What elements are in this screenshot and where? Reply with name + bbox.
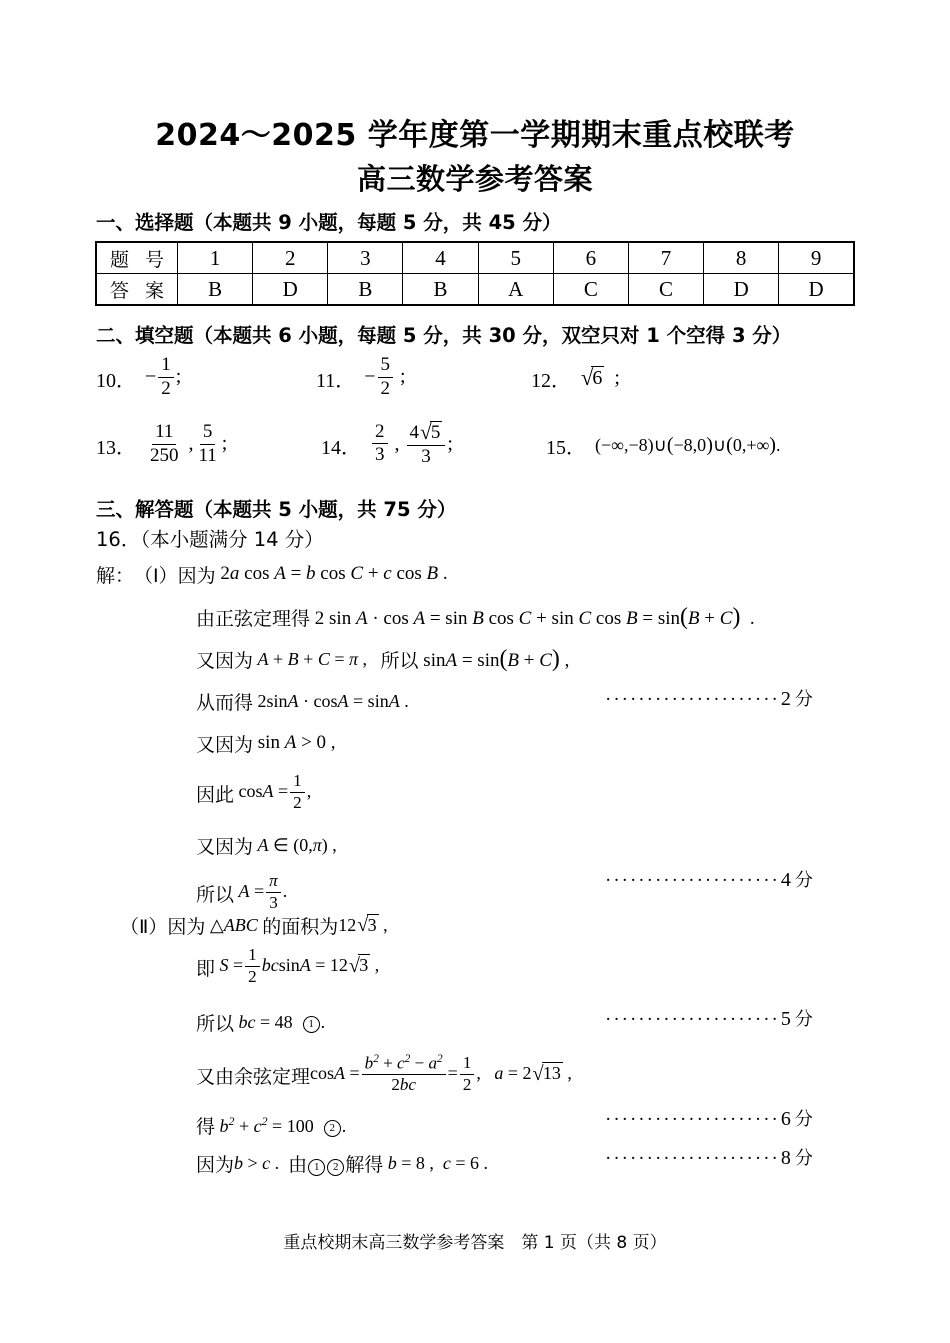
score-value-5: 5 分 (780, 1008, 813, 1030)
solution-line-4-cn: 从而得 (196, 691, 254, 714)
table-cell-answer: D (779, 274, 854, 306)
solution-line-9-math: △ABC (205, 914, 258, 935)
table-header-question: 题 号 (96, 242, 178, 274)
solution-line-9-math2: 12 √ 3 , (338, 914, 388, 937)
blank-answers-row-2 (96, 417, 896, 473)
leader-dots: ····················· (605, 1148, 780, 1169)
solution-line-12-math: cosA = $\frac{b^2 + c^2 - a^2}{2bc}$ = $\frac{1}{2}$ , a = 2 √ 13 , (310, 1053, 572, 1095)
blank-answers-row-1 (96, 350, 896, 406)
solution-line-1-math: 2a cos A = b cos C + c cos B . (215, 563, 448, 584)
score-value-2: 2 分 (780, 688, 813, 710)
solution-line-12 (196, 1053, 572, 1095)
score-value-4: 4 分 (780, 869, 813, 891)
table-cell-question: 5 (478, 242, 553, 274)
solution-line-10 (196, 945, 380, 986)
solution-line-7-cn: 又因为 (196, 835, 254, 858)
solution-line-6-math: cosA = $\frac{1}{2}$ , (234, 771, 312, 812)
solution-line-9 (120, 908, 388, 942)
solution-line-4-math: 2sinA · cosA = sinA . (253, 690, 409, 711)
score-marker-8 (605, 1144, 813, 1170)
solution-line-14-cn-a: 因为 (196, 1153, 235, 1176)
table-header-answer: 答 案 (96, 274, 178, 306)
leader-dots: ····················· (605, 689, 780, 710)
solution-line-14 (196, 1146, 488, 1180)
blank-value-15: (−∞,−8)∪(−8,0)∪(0,+∞). (595, 433, 781, 456)
table-cell-answer: D (253, 274, 328, 306)
solution-line-5-cn: 又因为 (196, 733, 254, 756)
solution-line-14-math-b: b = 8 , c = 6 . (387, 1152, 489, 1173)
page-title-line2: 高三数学参考答案 (356, 162, 593, 196)
score-marker-6 (605, 1105, 813, 1131)
answer-table (95, 241, 855, 306)
solution-line-11-math: bc = 48 1 . (238, 1011, 326, 1032)
table-row-question (96, 242, 854, 274)
blank-answer-15 (546, 417, 781, 473)
page-title-line1: 2024～2025 学年度第一学期期末重点校联考 (155, 118, 795, 153)
section-heading-choice: 一、选择题（本题共 9 小题，每题 5 分，共 45 分） (96, 211, 562, 234)
solution-line-2-cn: 由正弦定理得 (196, 607, 311, 630)
blank-value-11: − $\frac{5}{2}$ ; (364, 353, 406, 399)
leader-dots: ····················· (605, 870, 780, 891)
solution-line-14-cn-b: 由 1 2 解得 (288, 1153, 384, 1176)
table-cell-question: 7 (628, 242, 703, 274)
solve-prefix: 解： (96, 564, 135, 587)
blank-value-13: $\frac{11}{250}$ , $\frac{5}{11}$ ; (150, 420, 228, 466)
solution-line-2 (196, 600, 755, 634)
solution-line-3-math-a: A + B + C = π , (257, 648, 381, 669)
table-cell-answer: B (403, 274, 478, 306)
blank-label-14: 14． (321, 436, 361, 459)
leader-dots: ····················· (605, 1109, 780, 1130)
score-value-6: 6 分 (780, 1108, 813, 1130)
table-cell-answer: D (704, 274, 779, 306)
section-heading-blank: 二、填空题（本题共 6 小题，每题 5 分，共 30 分，双空只对 1 个空得 3 分） (96, 324, 792, 347)
section-heading-solve: 三、解答题（本题共 5 小题，共 75 分） (96, 498, 457, 521)
solution-line-3-cn-b: 所以 (380, 649, 419, 672)
solution-line-14-math-a: b > c . (234, 1152, 289, 1173)
solution-line-13-cn: 得 (196, 1115, 216, 1138)
solution-line-1-cn: 因为 (177, 564, 216, 587)
score-marker-2 (605, 685, 813, 711)
solution-line-8-cn: 所以 (196, 883, 235, 906)
table-cell-answer: C (553, 274, 628, 306)
blank-answer-12 (531, 350, 620, 406)
solution-line-13-math: $b^2 + c^2 = 100$ 2 . (219, 1113, 347, 1136)
solution-line-8 (196, 871, 288, 912)
solution-line-12-cn: 又由余弦定理 (196, 1065, 311, 1088)
solution-line-11 (196, 1005, 325, 1039)
table-cell-question: 2 (253, 242, 328, 274)
table-cell-question: 9 (779, 242, 854, 274)
table-cell-question: 3 (328, 242, 403, 274)
table-cell-question: 4 (403, 242, 478, 274)
blank-value-12: √ 6 ; (581, 365, 620, 391)
solution-line-10-cn: 即 (196, 957, 216, 980)
solution-line-11-cn: 所以 (196, 1012, 235, 1035)
score-marker-4 (605, 866, 813, 892)
part-2-label: （Ⅱ） (120, 915, 168, 938)
solution-line-7 (196, 828, 337, 862)
solution-line-6-cn: 因此 (196, 783, 235, 806)
table-cell-answer: B (178, 274, 253, 306)
blank-answer-10 (96, 350, 181, 406)
solution-line-3-math-b: sinA = sin(B + C) , (418, 645, 570, 672)
blank-label-15: 15． (546, 436, 586, 459)
solution-line-9-cn: 因为 (167, 915, 206, 938)
blank-answer-11 (316, 350, 406, 406)
part-1-label: （Ⅰ） (134, 564, 178, 587)
table-cell-answer: A (478, 274, 553, 306)
blank-value-14: $\frac{2}{3}$ , 4 √ 5 3 ; (370, 422, 453, 469)
blank-answer-13 (96, 417, 227, 473)
blank-value-10: − $\frac{1}{2}$ ; (145, 353, 182, 399)
table-cell-question: 8 (704, 242, 779, 274)
solution-line-4 (196, 684, 409, 718)
solution-line-6 (196, 771, 312, 812)
page-footer: 重点校期末高三数学参考答案 第 1 页（共 8 页） (283, 1233, 667, 1253)
solution-line-8-math: A = $\frac{\pi}{3}$ . (238, 871, 288, 912)
solution-line-1 (96, 557, 448, 591)
leader-dots: ····················· (605, 1009, 780, 1030)
solution-line-7-math: A ∈ (0,π) , (257, 834, 337, 855)
solution-line-13 (196, 1108, 346, 1142)
solution-line-2-math: 2 sin A · cos A = sin B cos C + sin C cos B = sin(B + C) . (310, 603, 755, 630)
solution-line-3 (196, 642, 569, 676)
table-cell-question: 6 (553, 242, 628, 274)
table-row-answer (96, 274, 854, 306)
solution-line-5-math: sin A > 0 , (253, 732, 336, 753)
blank-answer-14 (321, 417, 453, 473)
table-cell-question: 1 (178, 242, 253, 274)
problem-16-heading: 16．（本小题满分 14 分） (96, 528, 324, 551)
solution-line-5 (196, 726, 336, 760)
score-marker-5 (605, 1005, 813, 1031)
blank-label-13: 13． (96, 436, 136, 459)
score-value-8: 8 分 (780, 1147, 813, 1169)
table-cell-answer: B (328, 274, 403, 306)
blank-label-12: 12． (531, 369, 571, 392)
blank-label-11: 11． (316, 369, 356, 392)
table-cell-answer: C (628, 274, 703, 306)
blank-label-10: 10． (96, 369, 136, 392)
solution-line-10-math: S = $\frac{1}{2}$ bcsinA = 12 √ 3 , (219, 945, 380, 986)
solution-line-3-cn-a: 又因为 (196, 649, 254, 672)
solution-line-9-cn2: 的面积为 (262, 915, 339, 938)
